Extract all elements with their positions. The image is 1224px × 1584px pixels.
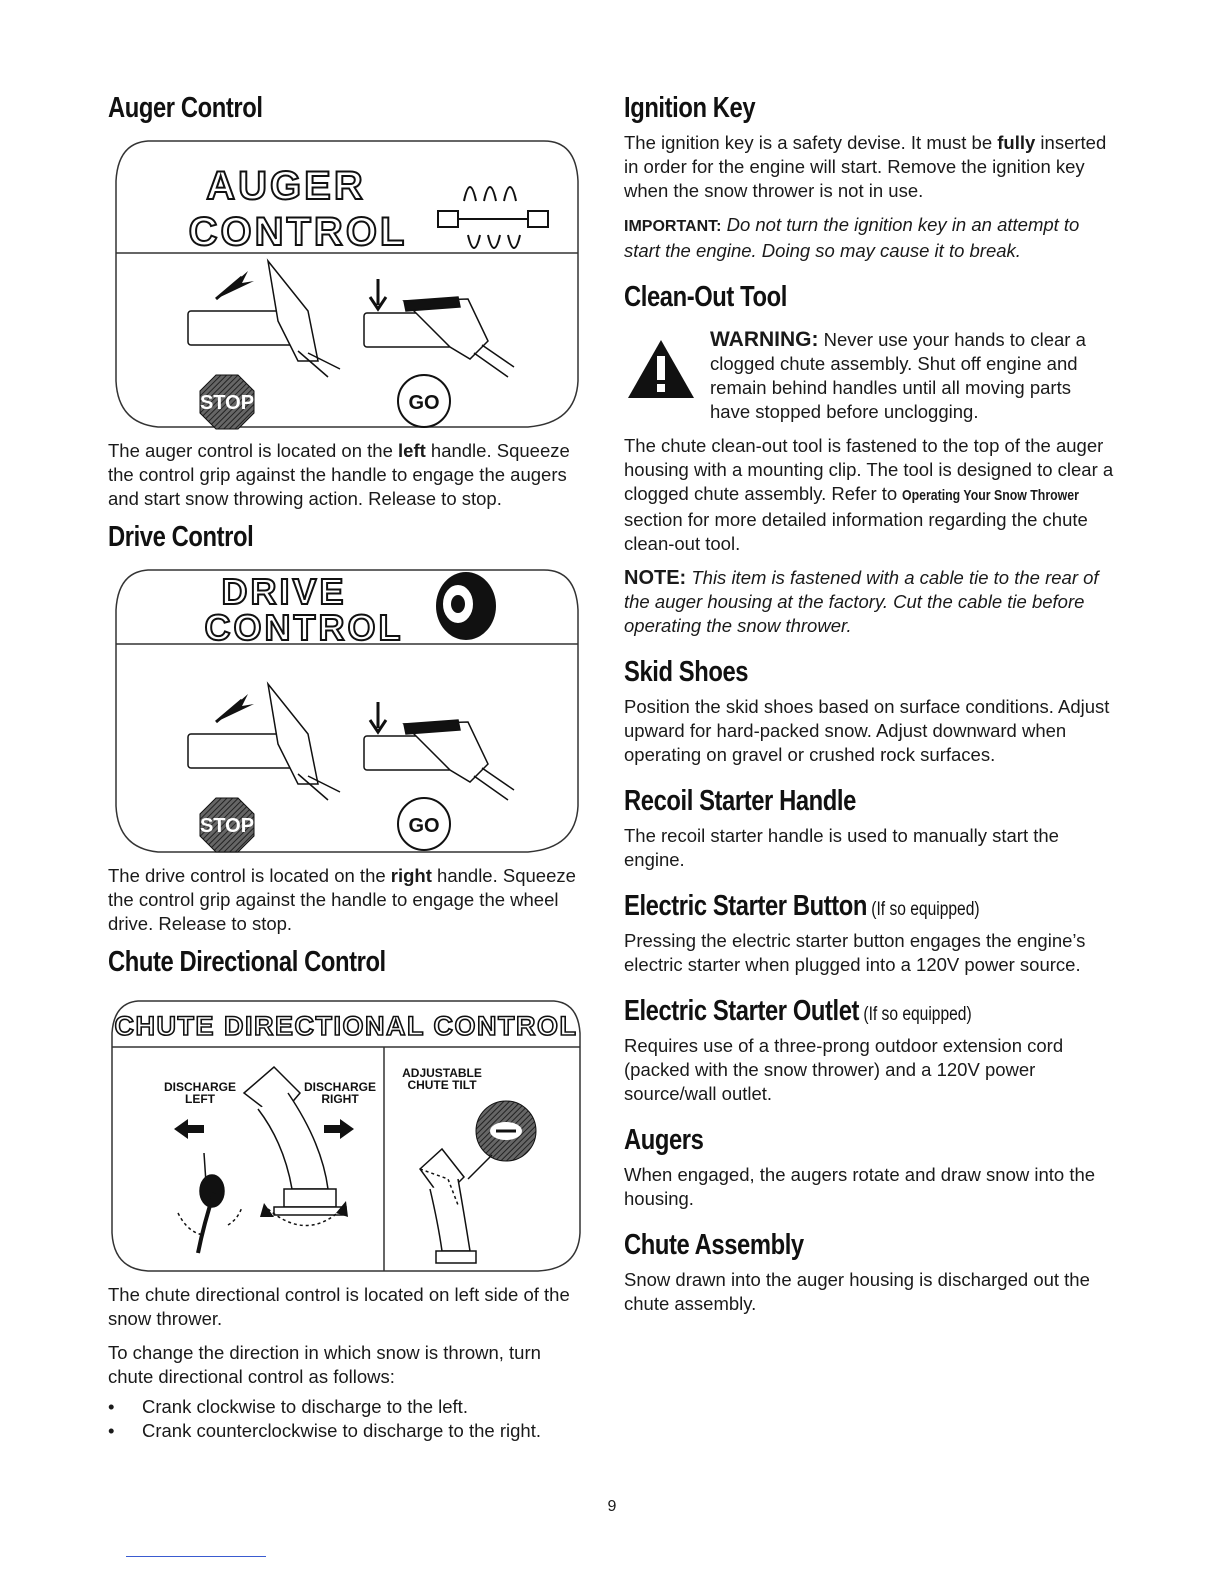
auger-control-description: The auger control is located on the left handle. Squeeze the control grip against the handle to engage the augers and start snow throwing action. Release to stop. — [108, 440, 570, 509]
chute-instructions-list — [108, 1395, 586, 1443]
drive-decal-title-1: DRIVE — [221, 571, 347, 612]
arrow-down-icon — [370, 702, 386, 732]
drive-control-decal — [108, 560, 584, 856]
list-item: • Crank counterclockwise to discharge to the right. — [108, 1419, 586, 1443]
stop-label: STOP — [199, 392, 255, 414]
chute-assembly-section — [624, 1229, 1114, 1316]
skid-shoes-section — [624, 656, 1114, 767]
tilt-knob-icon — [468, 1101, 536, 1179]
arrow-right-icon — [324, 1119, 354, 1139]
list-item: • Crank clockwise to discharge to the left. — [108, 1395, 586, 1419]
drive-control-section — [108, 521, 586, 936]
electric-starter-outlet-description: Requires use of a three-prong outdoor extension cord (packed with the snow thrower) and a 120V power source/wall outlet. — [624, 1035, 1064, 1104]
stop-label: STOP — [199, 815, 255, 837]
augers-heading: Augers — [624, 1124, 704, 1156]
recoil-starter-section — [624, 785, 1114, 872]
recoil-starter-description: The recoil starter handle is used to manually start the engine. — [624, 825, 1059, 870]
auger-control-section — [108, 92, 586, 511]
ignition-key-section — [624, 92, 1114, 263]
augers-section — [624, 1124, 1114, 1211]
grip-closed-icon — [364, 297, 514, 377]
grip-closed-icon — [364, 720, 514, 800]
left-column — [108, 92, 586, 1461]
chute-decal-title: CHUTE DIRECTIONAL CONTROL — [114, 1011, 578, 1041]
go-label: GO — [408, 815, 440, 837]
discharge-right-label-2: RIGHT — [321, 1092, 359, 1106]
skid-shoes-description: Position the skid shoes based on surface conditions. Adjust upward for hard-packed snow. Adjust downward when operating on gravel or crushed rock surfaces. — [624, 696, 1110, 765]
electric-starter-button-section — [624, 890, 1114, 977]
grip-open-icon — [188, 684, 340, 800]
skid-shoes-heading: Skid Shoes — [624, 656, 749, 688]
ignition-key-description: The ignition key is a safety devise. It must be fully inserted in order for the engine will start. Remove the ignition key when the snow thrower is not in use. — [624, 132, 1107, 201]
chute-directional-section — [108, 946, 586, 1443]
ignition-important-note: IMPORTANT: Do not turn the ignition key in an attempt to start the engine. Doing so may cause it to break. — [624, 214, 1080, 261]
chute-description-2: To change the direction in which snow is thrown, turn chute directional control as follows: — [108, 1342, 541, 1387]
tilt-chute-icon — [420, 1149, 476, 1263]
auger-decal-title-2: CONTROL — [188, 210, 408, 254]
clean-out-tool-heading: Clean-Out Tool — [624, 281, 787, 313]
augers-description: When engaged, the augers rotate and draw snow into the housing. — [624, 1164, 1096, 1209]
wheel-icon — [436, 572, 496, 640]
auger-decal-title-1: AUGER — [206, 164, 366, 208]
auger-icon — [438, 187, 548, 248]
recoil-starter-heading: Recoil Starter Handle — [624, 785, 856, 817]
chute-assembly-heading: Chute Assembly — [624, 1229, 804, 1261]
chute-description-1: The chute directional control is located on left side of the snow thrower. — [108, 1284, 570, 1329]
electric-starter-outlet-heading: Electric Starter Outlet (If so equipped) — [624, 995, 972, 1027]
ignition-key-heading: Ignition Key — [624, 92, 756, 124]
electric-starter-outlet-section — [624, 995, 1114, 1106]
chute-assembly-description: Snow drawn into the auger housing is discharged out the chute assembly. — [624, 1269, 1090, 1314]
discharge-left-label: DISCHARGE — [163, 1080, 237, 1094]
chute-directional-heading: Chute Directional Control — [108, 946, 386, 978]
right-column — [624, 92, 1114, 1334]
arrow-down-icon — [370, 279, 386, 309]
warning-box — [624, 328, 1114, 424]
crank-icon — [178, 1153, 242, 1253]
adjustable-tilt-label-2: CHUTE TILT — [407, 1078, 477, 1092]
arrow-left-icon — [174, 1119, 204, 1139]
drive-decal-title-2: CONTROL — [204, 607, 404, 648]
drive-control-heading: Drive Control — [108, 521, 254, 553]
electric-starter-button-description: Pressing the electric starter button engages the engine’s electric starter when plugged into a 120V power source. — [624, 930, 1086, 975]
discharge-right-label: DISCHARGE — [303, 1080, 377, 1094]
go-label: GO — [408, 392, 440, 414]
electric-starter-button-heading: Electric Starter Button (If so equipped) — [624, 890, 980, 922]
drive-control-description: The drive control is located on the right handle. Squeeze the control grip against the handle to engage the wheel drive. Release to stop. — [108, 865, 576, 934]
page-number: 9 — [607, 1498, 617, 1515]
grip-open-icon — [188, 261, 340, 377]
auger-control-decal — [108, 131, 584, 431]
clean-out-note: NOTE: This item is fastened with a cable tie to the rear of the auger housing at the factory. Cut the cable tie before operating the snow thrower. — [624, 567, 1099, 636]
chute-directional-decal — [108, 993, 584, 1275]
auger-control-heading: Auger Control — [108, 92, 263, 124]
clean-out-description: The chute clean-out tool is fastened to the top of the auger housing with a mounting clip. The tool is designed to clear a clogged chute assembly. Refer to Operating Your Snow Thrower section for more detailed information regarding the chute clean-out tool. — [624, 435, 1114, 554]
adjustable-tilt-label: ADJUSTABLE — [402, 1066, 482, 1080]
warning-triangle-icon — [626, 338, 696, 400]
footer-divider — [126, 1556, 266, 1557]
discharge-left-label-2: LEFT — [185, 1092, 215, 1106]
clean-out-tool-section — [624, 281, 1114, 638]
warning-text: WARNING: Never use your hands to clear a clogged chute assembly. Shut off engine and remain behind handles until all moving parts have stopped before unclogging. — [710, 328, 1086, 422]
